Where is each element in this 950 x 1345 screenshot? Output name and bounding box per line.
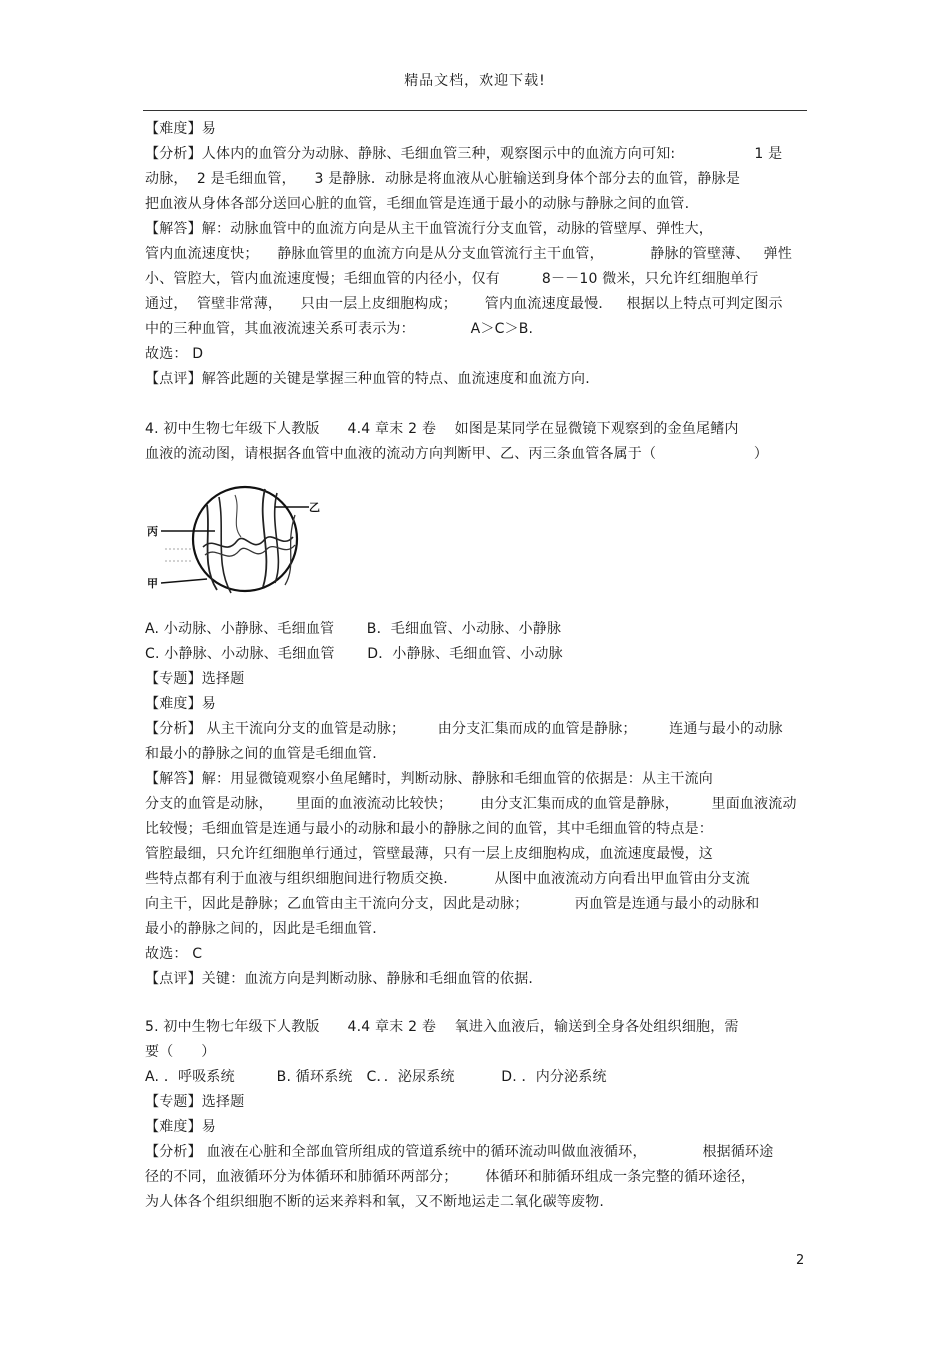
text-line: 5. 初中生物七年级下人教版 4.4 章末 2 卷 氧进入血液后，输送到全身各处组织细胞，需	[145, 1019, 739, 1035]
text-line: A. ．呼吸系统 B. 循环系统 C．．泌尿系统 D. ．内分泌系统	[145, 1069, 607, 1085]
text-line: 故选： C	[145, 946, 203, 962]
text-line: 【解答】解：用显微镜观察小鱼尾鳍时，判断动脉、静脉和毛细血管的依据是：从主干流向	[145, 771, 713, 787]
page-number: 2	[796, 1253, 805, 1268]
text-line: 【解答】解：动脉血管中的血流方向是从主干血管流行分支血管，动脉的管壁厚、弹性大，	[145, 221, 713, 237]
text-line: 径的不同，血液循环分为体循环和肺循环两部分； 体循环和肺循环组成一条完整的循环途径，	[145, 1169, 756, 1185]
text-line: 【专题】选择题	[145, 1094, 245, 1110]
text-line: 最小的静脉之间的，因此是毛细血管.	[145, 921, 377, 937]
text-line: A. 小动脉、小静脉、毛细血管 B．毛细血管、小动脉、小静脉	[145, 621, 562, 637]
text-line: 血液的流动图，请根据各血管中血液的流动方向判断甲、乙、丙三条血管各属于（ ）	[145, 446, 769, 462]
text-line: 和最小的静脉之间的血管是毛细血管.	[145, 746, 377, 762]
text-line: 把血液从身体各部分送回心脏的血管，毛细血管是连通于最小的动脉与静脉之间的血管.	[145, 196, 690, 212]
text-line: 为人体各个组织细胞不断的运来养料和氧，又不断地运走二氧化碳等废物.	[145, 1194, 605, 1210]
text-line: 分支的血管是动脉， 里面的血液流动比较快； 由分支汇集而成的血管是静脉， 里面血液流动	[145, 796, 797, 812]
vessel-bing	[203, 537, 293, 547]
text-line: 【分析】人体内的血管分为动脉、静脉、毛细血管三种，观察图示中的血流方向可知: 1 是	[145, 146, 783, 162]
text-line: 动脉， 2 是毛细血管， 3 是静脉．动脉是将血液从心脏输送到身体个部分去的血管，静脉是	[145, 171, 741, 187]
page-header: 精品文档，欢迎下载!	[404, 73, 546, 89]
text-line: 要（ ）	[145, 1044, 216, 1060]
text-line: 管内血流速度快； 静脉血管里的血流方向是从分支血管流行主干血管， 静脉的管壁薄、 弹性	[145, 246, 793, 262]
fish-tail-blood-flow-figure	[145, 475, 325, 610]
text-line: 【点评】关键：血流方向是判断动脉、静脉和毛细血管的依据.	[145, 971, 534, 987]
text-line: 4. 初中生物七年级下人教版 4.4 章末 2 卷 如图是某同学在显微镜下观察到的金鱼尾鳍内	[145, 421, 739, 437]
text-line: 【点评】解答此题的关键是掌握三种血管的特点、血流速度和血流方向.	[145, 371, 590, 387]
text-line: 【难度】易	[145, 696, 216, 712]
label-bing: 丙	[147, 525, 158, 538]
text-line: 故选： D	[145, 346, 204, 362]
text-line: 【专题】选择题	[145, 671, 245, 687]
text-line: 【分析】 血液在心脏和全部血管所组成的管道系统中的循环流动叫做血液循环， 根据循环途	[145, 1144, 774, 1160]
text-line: C. 小静脉、小动脉、毛细血管 D．小静脉、毛细血管、小动脉	[145, 646, 563, 662]
text-line: 管腔最细，只允许红细胞单行通过，管壁最薄，只有一层上皮细胞构成，血流速度最慢，这	[145, 846, 713, 862]
text-line: 【难度】易	[145, 1119, 216, 1135]
header-divider	[143, 110, 807, 111]
text-line: 【难度】易	[145, 121, 216, 137]
text-line: 【分析】 从主干流向分支的血管是动脉； 由分支汇集而成的血管是静脉； 连通与最小的动脉	[145, 721, 783, 737]
text-line: 小、管腔大，管内血流速度慢；毛细血管的内径小，仅有 8－－10 微米，只允许红细胞单行	[145, 271, 759, 287]
text-line: 些特点都有利于血液与组织细胞间进行物质交换. 从图中血液流动方向看出甲血管由分支流	[145, 871, 750, 887]
text-line: 比较慢；毛细血管是连通与最小的动脉和最小的静脉之间的血管，其中毛细血管的特点是：	[145, 821, 713, 837]
text-line: 中的三种血管，其血液流速关系可表示为： A＞C＞B.	[145, 321, 534, 337]
text-line: 通过， 管壁非常薄， 只由一层上皮细胞构成； 管内血流速度最慢． 根据以上特点可判定图示	[145, 296, 783, 312]
label-jia: 甲	[147, 577, 158, 590]
label-yi: 乙	[309, 501, 320, 514]
text-line: 向主干，因此是静脉；乙血管由主干流向分支，因此是动脉； 丙血管是连通与最小的动脉和	[145, 896, 760, 912]
